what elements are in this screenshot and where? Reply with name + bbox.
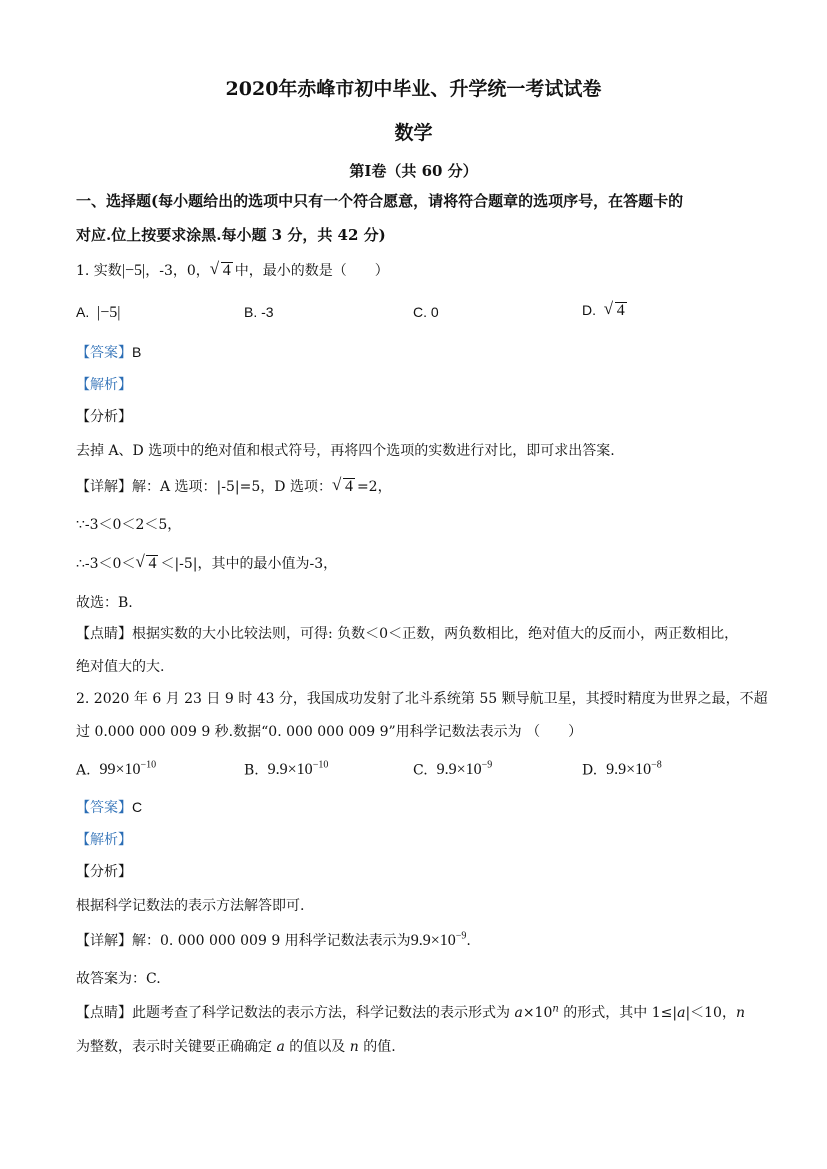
q1-answer: 【答案】B (76, 344, 142, 361)
q1-choose: 故选：B. (76, 595, 133, 611)
q1-fenxi-text: 去掉 A、D 选项中的绝对值和根式符号，再将四个选项的实数进行对比，即可求出答案. (76, 443, 615, 459)
q1-fenxi-tag: 【分析】 (76, 409, 132, 425)
q1-detail: 【详解】解：A 选项：|-5|=5，D 选项：√ 4 =2， (76, 476, 392, 496)
q1-option-b: B. -3 (244, 304, 274, 320)
q2-comment-line1: 【点睛】此题考查了科学记数法的表示方法，科学记数法的表示形式为 $a\times 10^n$ 的形式，其中 1≤|a|＜10，n (76, 1003, 745, 1021)
q2-detail: 【详解】解：0. 000 000 009 9 用科学记数法表示为$9.9\times 10^{-9}$. (76, 930, 471, 949)
q2-fenxi-text: 根据科学记数法的表示方法解答即可. (76, 898, 305, 914)
q2-option-c: C. $9.9\times 10^{-9}$ (413, 760, 493, 779)
q1-option-d: D. √ 4 (582, 302, 629, 320)
q2-option-b: B. $9.9\times 10^{-10}$ (244, 760, 329, 779)
q1-analysis-tag: 【解析】 (76, 377, 132, 393)
q2-fenxi-tag: 【分析】 (76, 864, 132, 880)
q1-because: ∵-3＜0＜2＜5， (76, 517, 182, 533)
q1-option-c: C. 0 (413, 304, 439, 320)
volume-title: 第Ⅰ卷（共 60 分） (349, 162, 478, 180)
q2-answer: 【答案】C (76, 799, 143, 816)
q1-therefore: ∴-3＜0＜√ 4 ＜|-5|，其中的最小值为-3， (76, 553, 337, 573)
q1-option-a: A. |−5| (76, 304, 121, 321)
exam-title: 2020年赤峰市初中毕业、升学统一考试试卷 (225, 78, 602, 100)
section-heading-line1: 一、选择题(每小题给出的选项中只有一个符合愿意，请将符合题章的选项序号，在答题卡的 (76, 192, 684, 210)
q2-comment-line2: 为整数，表示时关键要正确确定 a 的值以及 n 的值. (76, 1039, 396, 1055)
q2-choose: 故答案为：C. (76, 971, 161, 987)
q2-stem-line2: 过 0.000 000 009 9 秒.数据“0. 000 000 009 9”用科学记数法表示为 （ ） (76, 724, 583, 740)
q2-stem-line1: 2. 2020 年 6 月 23 日 9 时 43 分，我国成功发射了北斗系统第 55 颗导航卫星，其授时精度为世界之最，不超 (76, 691, 768, 707)
subject-title: 数学 (394, 122, 433, 144)
q1-comment-line1: 【点睛】根据实数的大小比较法则，可得: 负数＜0＜正数，两负数相比，绝对值大的反而小，两正数相比， (76, 626, 739, 642)
q2-option-d: D. $9.9\times 10^{-8}$ (582, 760, 662, 779)
q2-option-a: A. $99\times 10^{-10}$ (76, 760, 157, 779)
q1-stem: 1. 实数|−5|，-3，0，√ 4 中，最小的数是（ ） (76, 260, 389, 280)
q2-analysis-tag: 【解析】 (76, 832, 132, 848)
section-heading-line2: 对应.位上按要求涂黑.每小题 3 分，共 42 分) (76, 226, 386, 244)
q1-comment-line2: 绝对值大的大. (76, 659, 165, 675)
